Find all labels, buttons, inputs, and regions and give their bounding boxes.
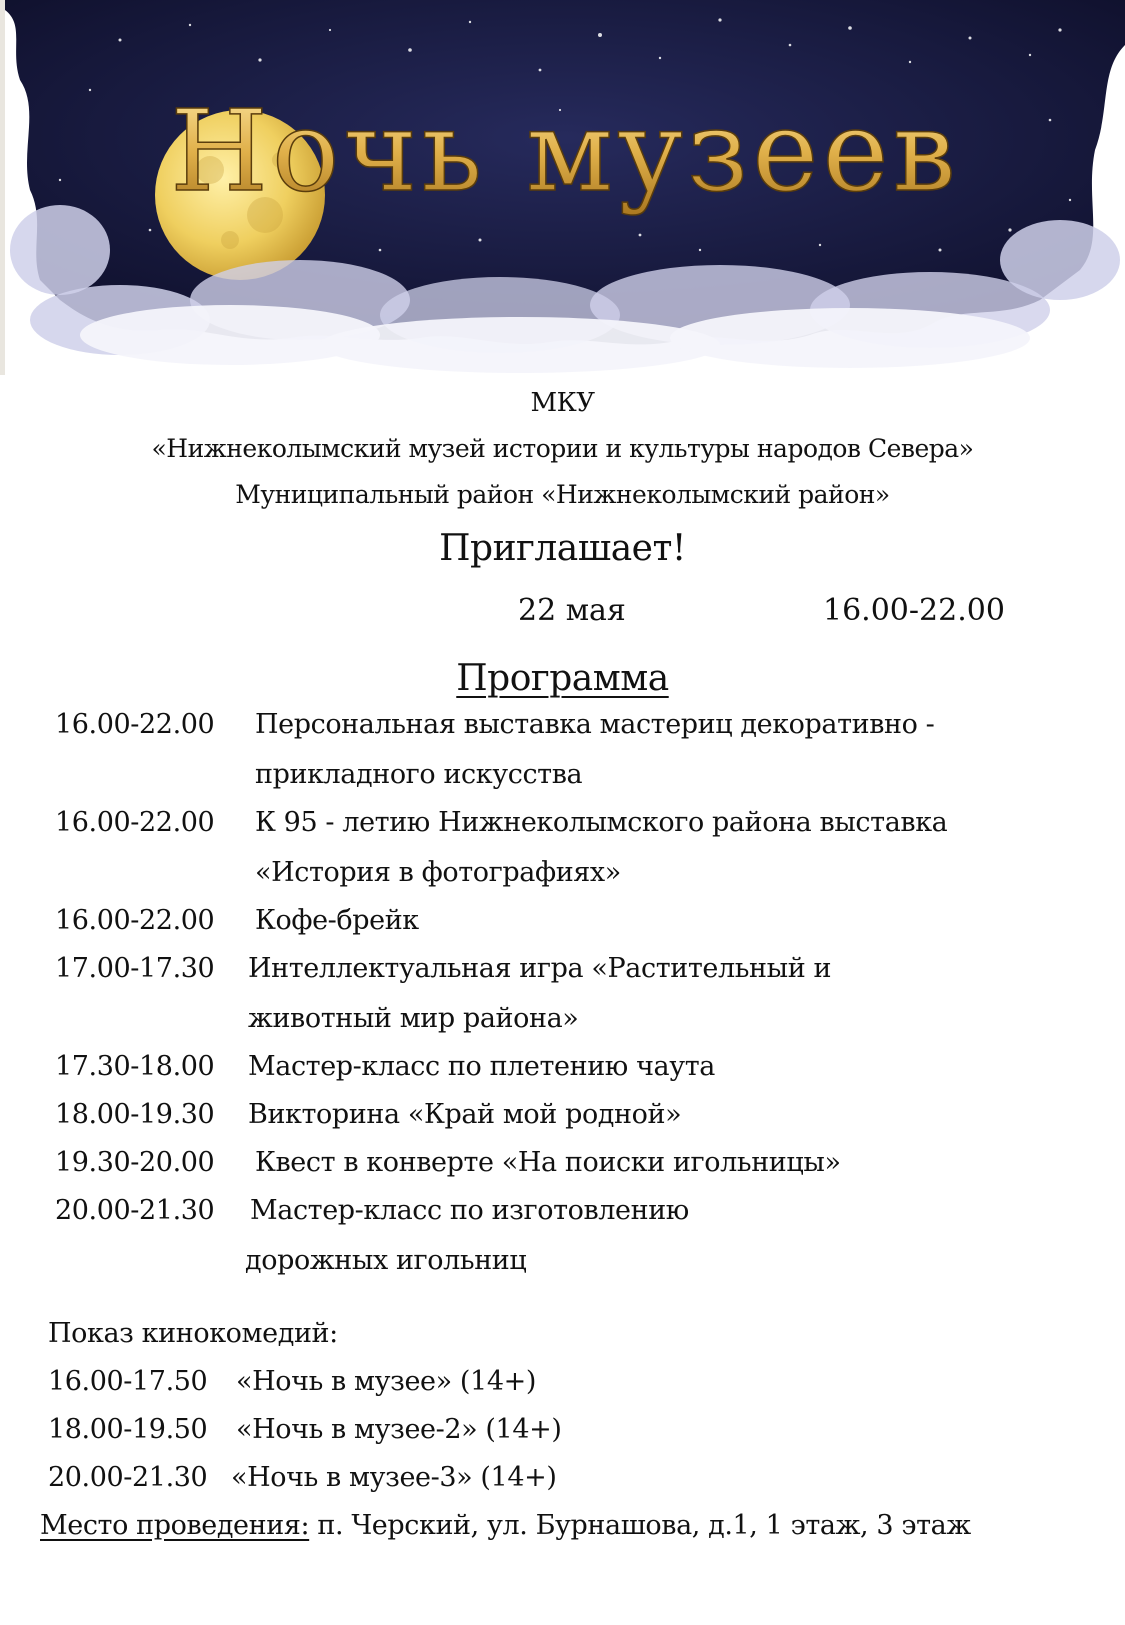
film-title: «Ночь в музее-2» (14+) <box>236 1414 562 1445</box>
program-item-line: Интеллектуальная игра «Растительный и <box>248 953 832 984</box>
film-title: «Ночь в музее» (14+) <box>236 1366 536 1397</box>
films-title: Показ кинокомедий: <box>48 1318 338 1349</box>
district: Муниципальный район «Нижнеколымский район» <box>235 480 890 509</box>
org-type: МКУ <box>530 388 595 418</box>
program-item-line: дорожных игольниц <box>245 1245 527 1276</box>
program-item-time: 16.00-22.00 <box>55 807 215 838</box>
film-title: «Ночь в музее-3» (14+) <box>231 1462 557 1493</box>
program-item-time: 20.00-21.30 <box>55 1195 215 1226</box>
film-time: 18.00-19.50 <box>48 1414 208 1445</box>
banner <box>0 0 1125 375</box>
film-time: 16.00-17.50 <box>48 1366 208 1397</box>
org-name: «Нижнеколымский музей истории и культуры народов Севера» <box>151 434 974 463</box>
program-item-line: Викторина «Край мой родной» <box>248 1099 682 1130</box>
invite-heading: Приглашает! <box>439 528 686 569</box>
program-item-time: 16.00-22.00 <box>55 709 215 740</box>
program-item-line: «История в фотографиях» <box>255 857 621 888</box>
banner-title: Ночь музеев <box>170 87 960 217</box>
program-item-line: Персональная выставка мастериц декоративно - <box>255 709 935 740</box>
program-item-time: 16.00-22.00 <box>55 905 215 936</box>
program-item-line: Кофе-брейк <box>255 905 419 936</box>
program-item-line: Квест в конверте «На поиски игольницы» <box>255 1147 841 1178</box>
venue <box>40 1510 971 1541</box>
program-item-line: животный мир района» <box>248 1003 579 1034</box>
left-edge <box>0 0 5 375</box>
program-item-time: 17.30-18.00 <box>55 1051 215 1082</box>
venue-address: п. Черский, ул. Бурнашова, д.1, 1 этаж, 3 этаж <box>309 1510 971 1541</box>
organizer-block <box>0 380 1125 518</box>
program-item-line: К 95 - летию Нижнеколымского района выставка <box>255 807 948 838</box>
venue-label: Место проведения: <box>40 1510 310 1541</box>
event-date: 22 мая <box>518 593 626 628</box>
program-item-line: прикладного искусства <box>255 759 583 790</box>
program-item-line: Мастер-класс по плетению чаута <box>248 1051 715 1082</box>
event-time: 16.00-22.00 <box>823 593 1005 628</box>
program-item-time: 17.00-17.30 <box>55 953 215 984</box>
program-title: Программа <box>456 658 669 699</box>
program-item-time: 19.30-20.00 <box>55 1147 215 1178</box>
film-time: 20.00-21.30 <box>48 1462 208 1493</box>
program-item-time: 18.00-19.30 <box>55 1099 215 1130</box>
night-sky-illustration <box>0 0 1125 375</box>
program-item-line: Мастер-класс по изготовлению <box>250 1195 689 1226</box>
